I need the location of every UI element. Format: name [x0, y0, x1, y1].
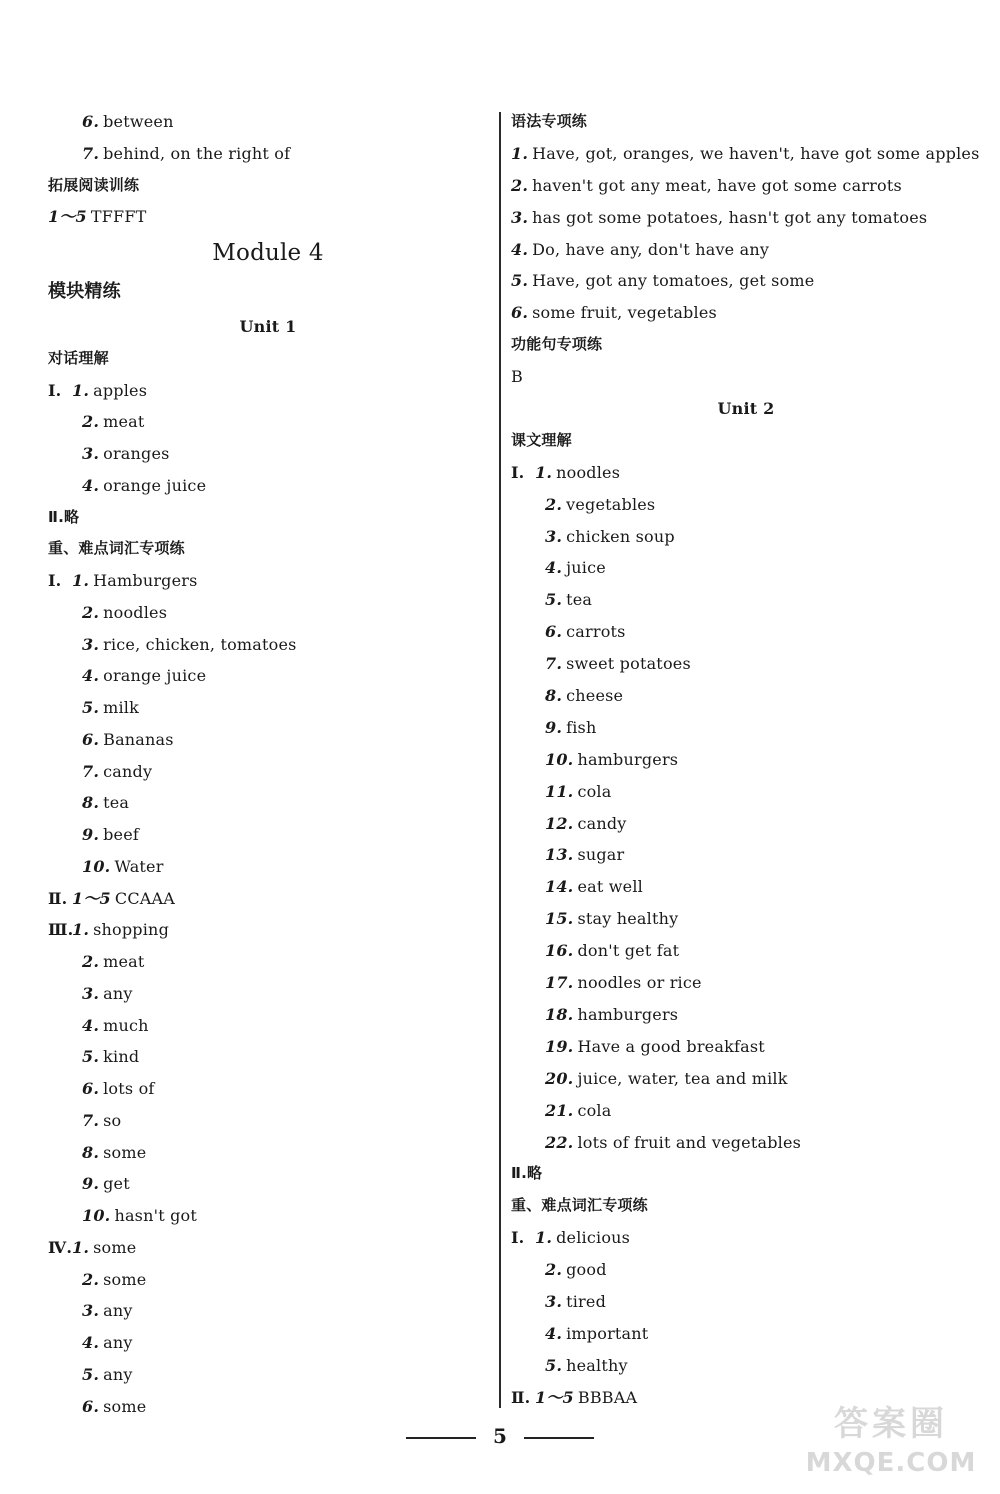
answer-item: [48, 946, 488, 978]
answer-item: [48, 1041, 488, 1073]
answer-item: [511, 265, 981, 297]
answer-text: candy: [103, 761, 153, 781]
answer-item: [511, 297, 981, 329]
answer-item: [48, 883, 488, 915]
answer-text: TFFFT: [90, 207, 147, 227]
item-number: 13.: [545, 845, 574, 865]
item-number: 2.: [545, 1260, 563, 1280]
answer-item: [48, 756, 488, 788]
answer-item: [48, 1105, 488, 1137]
answer-item: [511, 489, 981, 521]
answer-item: [511, 584, 981, 616]
answer-text: has got some potatoes, hasn't got any tomatoes: [532, 207, 928, 227]
answer-text: behind, on the right of: [103, 143, 291, 163]
answer-text: Water: [114, 856, 164, 876]
answer-text: fish: [566, 717, 597, 737]
item-number: 1.: [72, 920, 90, 940]
answer-item: [511, 616, 981, 648]
item-number: 5.: [82, 1364, 100, 1384]
roman-numeral: Ⅰ.: [48, 380, 62, 400]
item-number: 9.: [545, 717, 563, 737]
module-section-heading: 模块精练: [48, 281, 121, 302]
answer-item: [511, 457, 981, 489]
item-number: 10.: [82, 1206, 111, 1225]
item-number: 6.: [82, 729, 100, 749]
section-heading: 重、难点词汇专项练: [48, 539, 185, 558]
answer-text: beef: [103, 825, 140, 844]
roman-numeral: Ⅰ.: [48, 571, 62, 590]
item-number: 19.: [545, 1036, 574, 1056]
answer-item: [511, 999, 981, 1031]
answer-text: good: [566, 1260, 607, 1280]
item-number: 3.: [82, 634, 100, 654]
item-number: 11.: [545, 781, 574, 801]
item-number: 4.: [545, 558, 563, 578]
answer-item: [48, 1168, 488, 1200]
roman-numeral: Ⅲ.: [48, 920, 74, 940]
roman-numeral: Ⅰ.: [511, 1228, 525, 1248]
item-number: 4.: [82, 666, 100, 686]
answer-text: Have, got, oranges, we haven't, have got some apples: [532, 143, 980, 163]
item-number: 2.: [82, 1269, 100, 1289]
answer-text: get: [103, 1174, 130, 1194]
item-number: 8.: [82, 1142, 100, 1162]
answer-item: [48, 1327, 488, 1359]
answer-text: juice: [566, 558, 606, 578]
answer-item: [48, 201, 488, 233]
answer-item: [511, 234, 981, 266]
answer-text: some: [103, 1269, 147, 1289]
answer-text: oranges: [103, 444, 170, 463]
answer-item: [48, 438, 488, 470]
item-number: 17.: [545, 973, 574, 993]
answer-text: noodles or rice: [577, 973, 702, 993]
answer-item: [511, 648, 981, 680]
item-number: 1.: [72, 380, 90, 400]
answer-item: [48, 565, 488, 597]
answer-text: vegetables: [566, 494, 656, 514]
unit-title: Unit 1: [239, 317, 297, 336]
roman-numeral: Ⅱ.: [48, 888, 68, 908]
answer-item: [511, 1350, 981, 1382]
item-number: 10.: [82, 856, 111, 876]
answer-item: [48, 406, 488, 438]
item-number: 10.: [545, 749, 574, 769]
answer-text: meat: [103, 952, 145, 971]
item-number: 18.: [545, 1004, 574, 1024]
answer-item: [511, 202, 981, 234]
answer-item: [48, 1295, 488, 1327]
item-number: 21.: [545, 1100, 574, 1120]
left-column: [48, 106, 488, 1422]
answer-text: candy: [577, 813, 627, 833]
answer-text: don't get fat: [577, 941, 680, 961]
answer-item: [511, 935, 981, 967]
answer-text: rice, chicken, tomatoes: [103, 634, 297, 654]
item-number: 3.: [82, 983, 100, 1003]
answer-text: hasn't got: [114, 1206, 198, 1225]
answer-text: cola: [577, 781, 612, 801]
item-number: 2.: [82, 412, 100, 432]
answer-item: [511, 776, 981, 808]
answer-text: some fruit, vegetables: [532, 303, 717, 323]
answer-item: [511, 1031, 981, 1063]
answer-text: lots of fruit and vegetables: [577, 1132, 802, 1152]
answer-text: any: [103, 1364, 133, 1384]
answer-text: hamburgers: [577, 749, 679, 769]
item-number: 5.: [545, 1355, 563, 1375]
answer-text: between: [103, 112, 174, 131]
answer-text: orange juice: [103, 666, 207, 686]
answer-text: milk: [103, 698, 140, 717]
answer-item: [48, 1391, 488, 1423]
item-number: 15.: [545, 909, 574, 929]
answer-item: [511, 138, 981, 170]
answer-item: [48, 470, 488, 502]
answer-item: [511, 1254, 981, 1286]
answer-text: healthy: [566, 1355, 628, 1375]
item-number: 1.: [72, 1237, 90, 1257]
item-number: 4.: [511, 239, 529, 259]
answer-item: [48, 1200, 488, 1232]
item-number: 22.: [545, 1132, 574, 1152]
answer-text: delicious: [556, 1228, 631, 1248]
answer-item: [511, 1063, 981, 1095]
answer-item: [48, 1264, 488, 1296]
answer-text: meat: [103, 412, 145, 432]
answer-item: [511, 967, 981, 999]
answer-text: noodles: [556, 462, 621, 482]
answer-text: Have, got any tomatoes, get some: [532, 271, 815, 291]
item-number: 2.: [511, 175, 529, 195]
module-title: Module 4: [212, 240, 324, 266]
section-heading: 拓展阅读训练: [48, 175, 140, 194]
answer-text: chicken soup: [566, 526, 675, 546]
watermark-en: MXQE.COM: [805, 1448, 977, 1478]
section-heading: 对话理解: [48, 348, 109, 367]
answer-text: lots of: [103, 1079, 155, 1098]
answer-text: eat well: [577, 877, 643, 897]
answer-text: kind: [103, 1047, 140, 1067]
answer-item: [48, 138, 488, 170]
item-number: 4.: [82, 475, 100, 495]
answer-item: [511, 521, 981, 553]
section-heading: 功能句专项练: [511, 335, 603, 354]
answer-text: much: [103, 1015, 149, 1035]
answer-text: CCAAA: [114, 888, 176, 908]
answer-item: [48, 1010, 488, 1042]
answer-text: juice, water, tea and milk: [577, 1068, 788, 1088]
item-number: 8.: [82, 793, 100, 813]
answer-item: [511, 839, 981, 871]
answer-text: cheese: [566, 686, 624, 706]
unit-title: Unit 2: [717, 399, 775, 419]
watermark-cn: 答案圈: [834, 1404, 948, 1444]
item-number: 1～5: [535, 1387, 574, 1407]
item-number: 3.: [511, 207, 529, 227]
answer-text: haven't got any meat, have got some carrots: [532, 175, 902, 195]
item-number: 5.: [545, 590, 563, 610]
item-number: 6.: [82, 1396, 100, 1416]
answer-text: cola: [577, 1100, 612, 1120]
answer-text: orange juice: [103, 475, 207, 495]
answer-item: [511, 808, 981, 840]
item-number: 1.: [535, 1228, 553, 1248]
answer-text: any: [103, 983, 133, 1003]
answer-text: some: [93, 1237, 137, 1257]
answer-text: stay healthy: [577, 909, 679, 929]
page-number: 5: [493, 1424, 507, 1448]
answer-item: [511, 903, 981, 935]
answer-text: Hamburgers: [93, 571, 198, 590]
section-heading: 重、难点词汇专项练: [511, 1196, 648, 1215]
answer-text: carrots: [566, 622, 626, 642]
item-number: 9.: [82, 1174, 100, 1194]
item-number: 7.: [545, 654, 563, 674]
answer-text: sugar: [577, 845, 625, 865]
roman-numeral: Ⅳ.: [48, 1237, 73, 1257]
item-number: 9.: [82, 825, 100, 844]
answer-text: tired: [566, 1291, 607, 1311]
answer-item: [48, 1359, 488, 1391]
item-number: 3.: [82, 1301, 100, 1321]
answer-item: [511, 1222, 981, 1254]
answer-text: hamburgers: [577, 1004, 679, 1024]
column-divider: [499, 112, 501, 1408]
answer-item: [511, 871, 981, 903]
item-number: 4.: [545, 1323, 563, 1343]
answer-item: [48, 1137, 488, 1169]
item-number: 6.: [82, 1079, 100, 1098]
answer-text: shopping: [93, 920, 170, 940]
answer-text: some: [103, 1142, 147, 1162]
item-number: 7.: [82, 1110, 100, 1130]
answer-text: important: [566, 1323, 649, 1343]
answer-item: [48, 978, 488, 1010]
answer-text: noodles: [103, 602, 168, 622]
answer-text: tea: [566, 590, 593, 610]
answer-item: [48, 819, 488, 851]
answer-item: [48, 914, 488, 946]
answer-item: [511, 744, 981, 776]
answer-text: sweet potatoes: [566, 654, 691, 674]
item-number: 1～5: [48, 207, 87, 227]
section-heading: Ⅱ.略: [511, 1164, 543, 1183]
watermark-logo: [796, 1402, 986, 1486]
answer-text: Do, have any, don't have any: [532, 239, 770, 259]
answer-item: [511, 1318, 981, 1350]
answer-text: apples: [93, 380, 148, 400]
answer-item: [48, 1232, 488, 1264]
answer-item: [48, 660, 488, 692]
answer-item: [48, 375, 488, 407]
item-number: 2.: [82, 952, 100, 971]
section-heading: Ⅱ.略: [48, 507, 80, 526]
answer-item: [511, 170, 981, 202]
item-number: 1～5: [72, 888, 111, 908]
answer-text: tea: [103, 793, 130, 813]
answer-item: [48, 851, 488, 883]
item-number: 4.: [82, 1333, 100, 1352]
right-column: [511, 106, 981, 1414]
item-number: 2.: [82, 602, 100, 622]
item-number: 3.: [545, 1291, 563, 1311]
answer-item: [48, 1073, 488, 1105]
item-number: 6.: [82, 112, 100, 131]
roman-numeral: Ⅱ.: [511, 1387, 531, 1407]
item-number: 5.: [82, 1047, 100, 1067]
answer-text: any: [103, 1333, 133, 1352]
answer-item: [511, 1286, 981, 1318]
answer-item: [48, 629, 488, 661]
section-heading: 语法专项练: [511, 112, 588, 130]
answer-item: [48, 787, 488, 819]
answer-item: [48, 692, 488, 724]
item-number: 4.: [82, 1015, 100, 1035]
answer-line: B: [511, 367, 523, 387]
answer-item: [511, 680, 981, 712]
item-number: 7.: [82, 761, 100, 781]
item-number: 20.: [545, 1068, 574, 1088]
answer-text: any: [103, 1301, 133, 1321]
item-number: 5.: [82, 698, 100, 717]
item-number: 3.: [82, 444, 100, 463]
answer-text: Have a good breakfast: [577, 1036, 765, 1056]
section-heading: 课文理解: [511, 430, 572, 449]
item-number: 3.: [545, 526, 563, 546]
answer-item: [48, 106, 488, 138]
answer-item: [48, 724, 488, 756]
item-number: 12.: [545, 813, 574, 833]
answer-item: [511, 1127, 981, 1159]
footer-ornament-right: [524, 1437, 594, 1439]
answer-text: so: [103, 1110, 122, 1130]
item-number: 1.: [535, 462, 553, 482]
item-number: 6.: [511, 303, 529, 323]
item-number: 14.: [545, 877, 574, 897]
roman-numeral: Ⅰ.: [511, 462, 525, 482]
answer-text: Bananas: [103, 729, 174, 749]
answer-item: [48, 597, 488, 629]
item-number: 8.: [545, 686, 563, 706]
item-number: 1.: [511, 143, 529, 163]
answer-item: [511, 1095, 981, 1127]
item-number: 7.: [82, 143, 100, 163]
item-number: 2.: [545, 494, 563, 514]
answer-item: [511, 712, 981, 744]
item-number: 16.: [545, 941, 574, 961]
answer-text: some: [103, 1396, 147, 1416]
item-number: 5.: [511, 271, 529, 291]
item-number: 1.: [72, 571, 90, 590]
answer-text: BBBAA: [577, 1387, 638, 1407]
answer-item: [511, 552, 981, 584]
item-number: 6.: [545, 622, 563, 642]
footer-ornament-left: [406, 1437, 476, 1439]
